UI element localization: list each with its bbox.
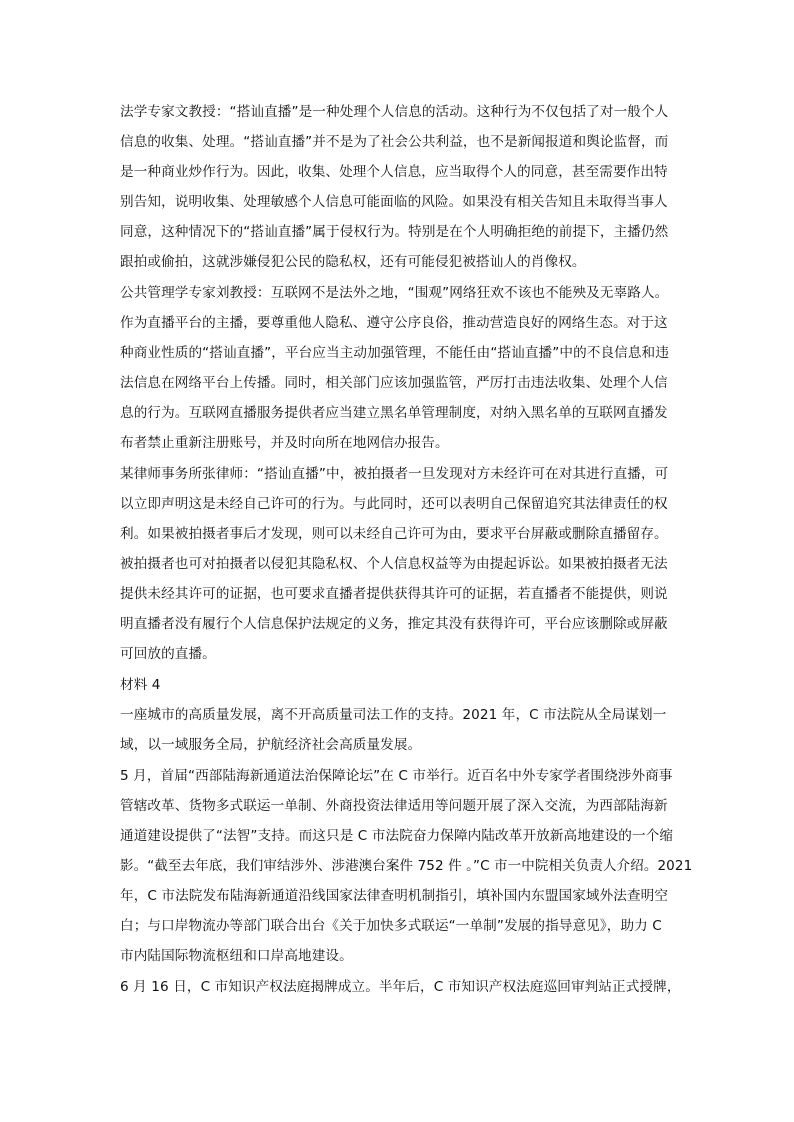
text-line: 6 月 16 日，C 市知识产权法庭揭牌成立。半年后，C 市知识产权法庭巡回审判站正式授牌， (120, 979, 681, 995)
text-line: 同意，这种情况下的“搭讪直播”属于侵权行为。特别是在个人明确拒绝的前提下，主播仍然 (120, 224, 669, 240)
text-line: 息的行为。互联网直播服务提供者应当建立黑名单管理制度，对纳入黑名单的互联网直播发 (120, 405, 668, 421)
text-line: 提供未经其许可的证据，也可要求直播者提供获得其许可的证据，若直播者不能提供，则说 (120, 586, 668, 602)
section-heading: 材料 4 (120, 677, 161, 693)
text-line: 被拍摄者也可对拍摄者以侵犯其隐私权、个人信息权益等为由提起诉讼。如果被拍摄者无法 (120, 556, 668, 572)
text-line: 是一种商业炒作行为。因此，收集、处理个人信息，应当取得个人的同意，甚至需要作出特 (120, 164, 668, 180)
text-line: 以立即声明这是未经自己许可的行为。与此同时，还可以表明自己保留追究其法律责任的权 (120, 496, 668, 512)
text-line: 影。“截至去年底，我们审结涉外、涉港澳台案件 752 件 。”C 市一中院相关负责人介绍。2021 (120, 858, 693, 874)
text-line: 域，以一域服务全局，护航经济社会高质量发展。 (120, 737, 422, 753)
text-line: 信息的收集、处理。“搭讪直播”并不是为了社会公共利益，也不是新闻报道和舆论监督，而 (120, 134, 669, 150)
text-line: 5 月，首届“西部陆海新通道法治保障论坛”在 C 市举行。近百名中外专家学者围绕涉外商事 (120, 768, 673, 784)
text-line: 白；与口岸物流办等部门联合出台《关于加快多式联运“一单制”发展的指导意见》，助力 C (120, 918, 662, 934)
text-line: 法信息在网络平台上传播。同时，相关部门应该加强监管，严厉打击违法收集、处理个人信 (120, 375, 668, 391)
text-line: 种商业性质的“搭讪直播”，平台应当主动加强管理，不能任由“搭讪直播”中的不良信息和违 (120, 345, 669, 361)
text-line: 管辖改革、货物多式联运一单制、外商投资法律适用等问题开展了深入交流，为西部陆海新 (120, 798, 668, 814)
text-line: 作为直播平台的主播，要尊重他人隐私、遵守公序良俗，推动营造良好的网络生态。对于这 (120, 315, 668, 331)
text-line: 别告知，说明收集、处理敏感个人信息可能面临的风险。如果没有相关告知且未取得当事人 (120, 194, 668, 210)
text-line: 法学专家文教授：“搭讪直播”是一种处理个人信息的活动。这种行为不仅包括了对一般个人 (120, 104, 669, 120)
text-line: 布者禁止重新注册账号，并及时向所在地网信办报告。 (120, 435, 449, 451)
text-line: 一座城市的高质量发展，离不开高质量司法工作的支持。2021 年，C 市法院从全局谋划一 (120, 707, 667, 723)
text-line: 年，C 市法院发布陆海新通道沿线国家法律查明机制指引，填补国内东盟国家域外法查明空 (120, 888, 669, 904)
text-line: 利。如果被拍摄者事后才发现，则可以未经自己许可为由，要求平台屏蔽或删除直播留存。 (120, 526, 668, 542)
text-line: 市内陆国际物流枢纽和口岸高地建设。 (120, 948, 353, 964)
text-line: 公共管理学专家刘教授：互联网不是法外之地，“围观”网络狂欢不该也不能殃及无辜路人。 (120, 285, 669, 301)
text-line: 明直播者没有履行个人信息保护法规定的义务，推定其没有获得许可，平台应该删除或屏蔽 (120, 616, 668, 632)
text-line: 某律师事务所张律师：“搭讪直播”中，被拍摄者一旦发现对方未经许可在对其进行直播，可 (120, 466, 669, 482)
text-line: 通道建设提供了“法智”支持。而这只是 C 市法院奋力保障内陆改革开放新高地建设的一个缩 (120, 828, 674, 844)
text-line: 跟拍或偷拍，这就涉嫌侵犯公民的隐私权，还有可能侵犯被搭讪人的肖像权。 (120, 254, 586, 270)
text-line: 可回放的直播。 (120, 646, 216, 662)
